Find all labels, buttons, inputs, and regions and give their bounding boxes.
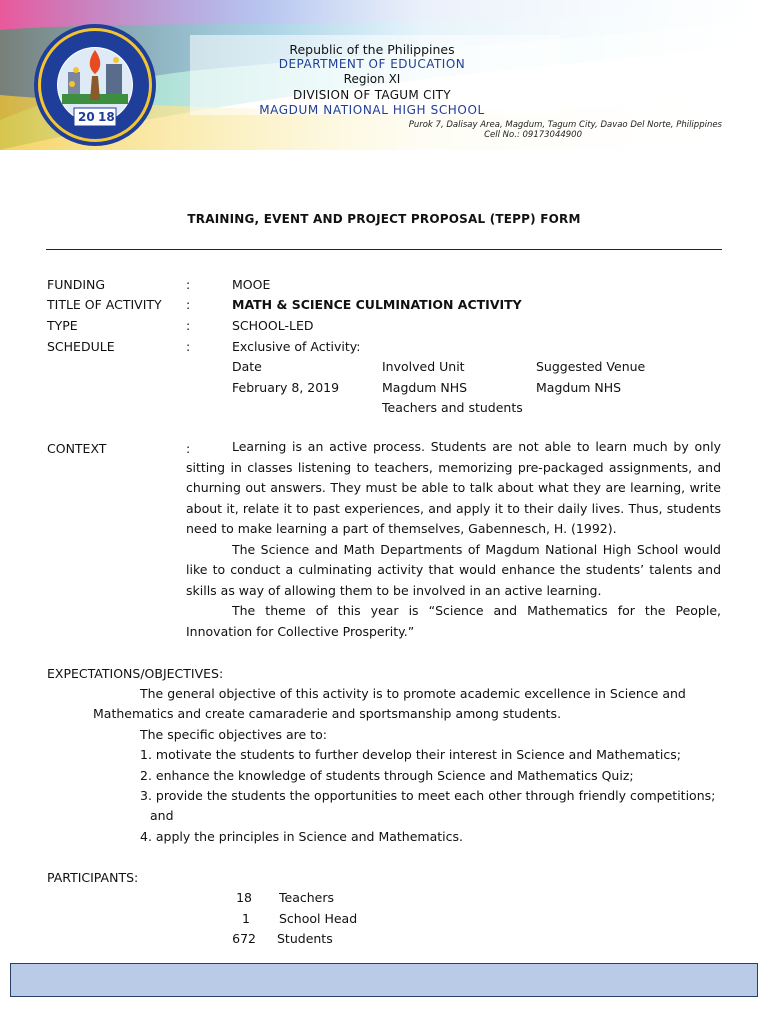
objectives-specific-intro: The specific objectives are to: (140, 727, 327, 742)
participant-role: School Head (279, 911, 358, 926)
title-colon: : (186, 297, 191, 312)
title-value: MATH & SCIENCE CULMINATION ACTIVITY (232, 297, 522, 312)
participant-count: 18 (236, 890, 252, 905)
type-value: SCHOOL-LED (232, 318, 314, 333)
school-address (409, 121, 722, 140)
schedule-value: Exclusive of Activity: (232, 339, 361, 354)
participant-count: 1 (242, 911, 250, 926)
letterhead-text (200, 42, 544, 118)
title-label: TITLE OF ACTIVITY (47, 297, 162, 312)
context-body (186, 437, 721, 642)
address-line: Purok 7, Dalisay Area, Magdum, Tagum City, Davao Del Norte, Philippines (408, 120, 722, 130)
funding-value: MOOE (232, 277, 271, 292)
form-title: TRAINING, EVENT AND PROJECT PROPOSAL (TEPP) FORM (187, 212, 581, 226)
context-paragraph-2: The Science and Math Departments of Magdum National High School would like to conduct a culminating activity that would enhance the students’ talents and skills as way of allowing them to be involved in an active learning. (186, 541, 721, 598)
participant-role: Teachers (279, 890, 334, 905)
context-label: CONTEXT (47, 441, 107, 456)
schedule-unit-participants: Teachers and students (382, 400, 523, 415)
header-region: Region XI (343, 72, 401, 87)
participants-label: PARTICIPANTS: (47, 870, 139, 885)
context-colon: : (186, 441, 191, 456)
participant-role: Students (277, 931, 333, 946)
objective-item-1: 1. motivate the students to further develop their interest in Science and Mathematics; (140, 747, 681, 762)
schedule-unit-header: Involved Unit (382, 359, 465, 374)
type-colon: : (186, 318, 191, 333)
title-divider (46, 249, 722, 250)
objective-item-2: 2. enhance the knowledge of students through Science and Mathematics Quiz; (140, 768, 634, 783)
header-department: DEPARTMENT OF EDUCATION (278, 57, 466, 72)
objectives-general-cont: Mathematics and create camaraderie and sportsmanship among students. (93, 706, 562, 721)
objective-item-3: 3. provide the students the opportunities to meet each other through friendly competitions; (140, 788, 716, 803)
schedule-unit: Magdum NHS (382, 380, 468, 395)
school-logo (32, 22, 158, 148)
schedule-label: SCHEDULE (47, 339, 115, 354)
schedule-venue-header: Suggested Venue (536, 359, 646, 374)
objectives-general: The general objective of this activity is to promote academic excellence in Science and (140, 686, 686, 701)
logo-year-left: 20 (78, 110, 95, 124)
type-label: TYPE (47, 318, 78, 333)
schedule-venue: Magdum NHS (536, 380, 622, 395)
participant-count: 672 (232, 931, 256, 946)
header-division: DIVISION OF TAGUM CITY (293, 87, 451, 102)
header-school: MAGDUM NATIONAL HIGH SCHOOL (259, 102, 485, 117)
section-header-box (10, 963, 758, 997)
funding-colon: : (186, 277, 191, 292)
context-paragraph-1: Learning is an active process. Students are not able to learn much by only sitting in classes listening to teachers, memorizing pre-packaged assignments, and churning out answers. They must be able to talk about what they are learning, write about it, relate it to past experiences, and apply it to their daily lives. Thus, students need to make learning a part of themselves, Gabennesch, H. (1992). (186, 439, 721, 536)
schedule-date: February 8, 2019 (232, 380, 340, 395)
objectives-label: EXPECTATIONS/OBJECTIVES: (47, 666, 224, 681)
header-republic: Republic of the Philippines (289, 42, 455, 57)
context-paragraph-3: The theme of this year is “Science and Mathematics for the People, Innovation for Collective Prosperity.” (186, 603, 721, 639)
funding-label: FUNDING (47, 277, 106, 292)
objective-item-3-cont: and (150, 808, 174, 823)
schedule-date-header: Date (232, 359, 262, 374)
schedule-colon: : (186, 339, 191, 354)
cell-number: Cell No.: 09173044900 (484, 129, 582, 140)
logo-year-right: 18 (98, 110, 115, 124)
objective-item-4: 4. apply the principles in Science and Mathematics. (140, 829, 463, 844)
